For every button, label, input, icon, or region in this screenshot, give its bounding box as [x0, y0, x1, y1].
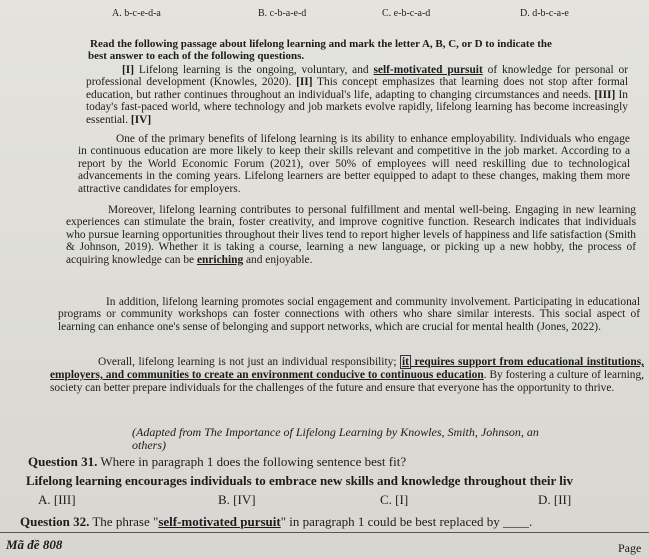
answer-blank[interactable]: ____: [503, 514, 529, 529]
question-31-text: Where in paragraph 1 does the following sentence best fit?: [97, 454, 407, 469]
marker-iv: [IV]: [130, 113, 152, 126]
page-label: Page: [618, 541, 642, 555]
question-32-phrase: self-motivated pursuit: [158, 514, 281, 529]
marker-ii: [II]: [296, 76, 313, 89]
source-line-2: others): [132, 438, 166, 452]
q31-option-d[interactable]: D. [II]: [538, 492, 572, 507]
paragraph-4: In addition, lifelong learning promotes social engagement and community involvement. Participating in educational programs or community workshops can foster connections with others who share similar interests. This social aspect of learning can enhance one's sense of belonging and support networks, which are crucial for mental health (Jones, 2022).: [58, 296, 640, 333]
question-32-label: Question 32.: [20, 514, 90, 529]
marker-i: [I]: [122, 64, 135, 76]
question-31-sentence: Lifelong learning encourages individuals to embrace new skills and knowledge throughout their liv: [26, 473, 574, 488]
paragraph-1: [I] Lifelong learning is the ongoing, voluntary, and self-motivated pursuit of knowledge for personal or professional development (Knowles, 2020). [II] This concept emphasizes that learning does not stop after formal education, but rather continues throughout an individual's life, adapting to changing circumstances and needs. [III] In today's fast-paced world, where technology and job markets evolve rapidly, lifelong learning has become increasingly essential. [IV]: [86, 64, 628, 126]
question-32: Question 32. The phrase "self-motivated pursuit" in paragraph 1 could be best replaced by ____.: [20, 514, 533, 529]
prev-option-d: D. d-b-c-a-e: [520, 8, 569, 19]
instruction-line-2: best answer to each of the following questions.: [88, 50, 305, 62]
q31-option-c[interactable]: C. [I]: [380, 492, 409, 507]
prev-option-b: B. c-b-a-e-d: [258, 8, 307, 19]
referent-it: it: [402, 356, 409, 368]
highlight-self-motivated-pursuit: self-motivated pursuit: [373, 64, 483, 76]
question-31-label: Question 31.: [28, 454, 98, 469]
paragraph-5: Overall, lifelong learning is not just an individual responsibility; it requires support from educational institutions, employers, and communities to create an environment conducive to continuous education. By fostering a culture of learning, society can better prepare individuals for the challenges of the future and ensure that everyone has the opportunity to thrive.: [50, 356, 644, 394]
q31-option-a[interactable]: A. [III]: [38, 492, 76, 507]
exam-code: Mã đề 808: [6, 537, 63, 552]
prev-option-a: A. b-c-e-d-a: [112, 8, 161, 19]
paragraph-3: Moreover, lifelong learning contributes to personal fulfillment and mental well-being. Engaging in new learning experiences can stimulate the brain, foster creativity, and improve cognitive function. Research indicates that individuals who pursue learning opportunities throughout their lives tend to report higher levels of happiness and life satisfaction (Smith & Johnson, 2019). Whether it is taking a course, learning a new language, or picking up a new hobby, the process of acquiring knowledge can be enriching and enjoyable.: [66, 204, 636, 266]
question-31: [28, 455, 406, 468]
paragraph-2: One of the primary benefits of lifelong learning is its ability to enhance employability. Individuals who engage in continuous education are more likely to keep their skills relevant and competitive in the job market. According to a report by the World Economic Forum (2021), over 50% of employees will need reskilling due to technological advancements in the coming years. Lifelong learners are better equipped to adapt to these changes, making them more attractive candidates for employers.: [78, 133, 630, 195]
highlight-enriching: enriching: [196, 253, 244, 266]
instruction-line-1: Read the following passage about lifelong learning and mark the letter A, B, C, or D to indicate the: [90, 38, 552, 50]
highlight-requires-support: requires support from educational institutions, employers, and communities to create an environment conducive to continuous education: [50, 356, 644, 381]
marker-iii: [III]: [594, 88, 616, 101]
q31-option-b[interactable]: B. [IV]: [218, 492, 256, 507]
prev-option-c: C. e-b-c-a-d: [382, 8, 431, 19]
footer-divider: [0, 532, 649, 533]
source-line-1: (Adapted from The Importance of Lifelong Learning by Knowles, Smith, Johnson, an: [132, 425, 539, 439]
